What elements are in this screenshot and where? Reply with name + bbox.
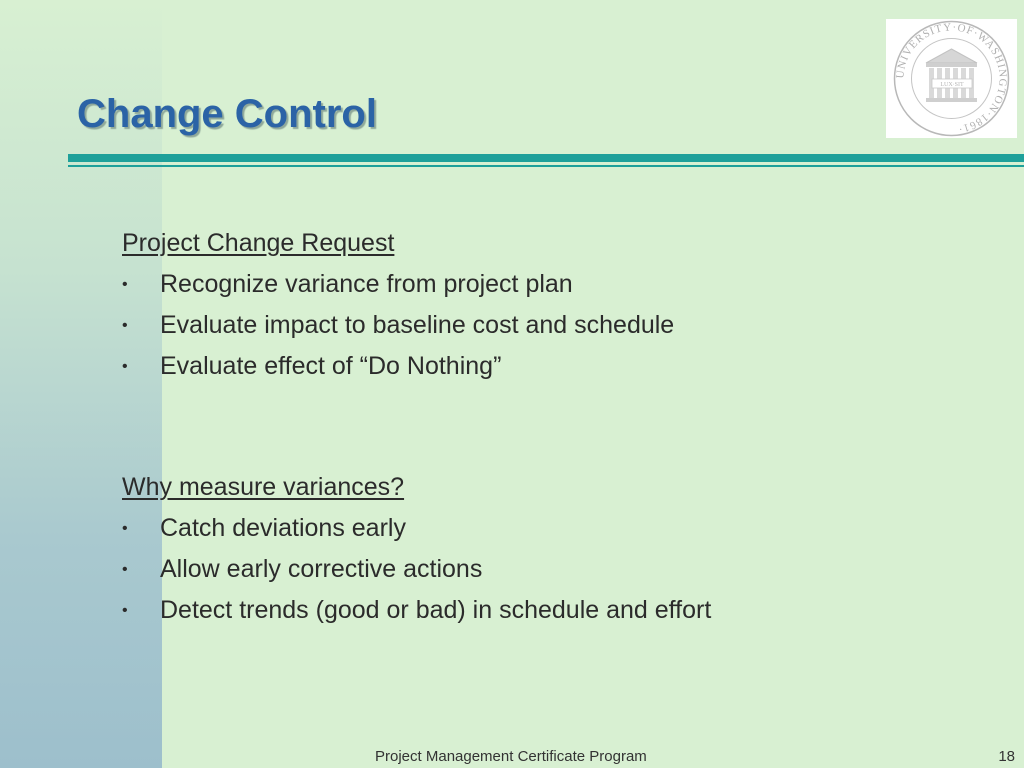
- bullet-text: Recognize variance from project plan: [160, 270, 573, 298]
- section-heading: Why measure variances?: [122, 473, 405, 501]
- slide-body: [122, 226, 982, 634]
- bullet-item: [122, 593, 982, 634]
- bullet-icon: •: [122, 358, 128, 375]
- bullet-icon: •: [122, 561, 128, 578]
- university-seal-logo: [886, 19, 1017, 138]
- bullet-item: [122, 308, 982, 349]
- bullet-item: [122, 349, 982, 390]
- bullet-item: [122, 267, 982, 308]
- page-number: 18: [998, 748, 1015, 765]
- svg-text:UNIVERSITY·OF·WASHINGTON·1861·: UNIVERSITY·OF·WASHINGTON·1861·: [894, 21, 1009, 136]
- bullet-text: Allow early corrective actions: [160, 555, 483, 583]
- slide-title: Change Control: [77, 92, 377, 136]
- svg-text:LUX·SIT: LUX·SIT: [940, 82, 964, 88]
- bullet-text: Catch deviations early: [160, 514, 406, 542]
- title-rule-thick: [68, 154, 1024, 162]
- bullet-item: [122, 511, 982, 552]
- bullet-item: [122, 552, 982, 593]
- title-rule-thin: [68, 165, 1024, 167]
- bullet-text: Evaluate impact to baseline cost and schedule: [160, 311, 675, 339]
- bullet-text: Detect trends (good or bad) in schedule and effort: [160, 596, 712, 624]
- bullet-icon: •: [122, 317, 128, 334]
- bullet-icon: •: [122, 520, 128, 537]
- bullet-icon: •: [122, 276, 128, 293]
- bullet-icon: •: [122, 602, 128, 619]
- footer-program-name: Project Management Certificate Program: [375, 748, 647, 765]
- section-measure-variances: [122, 470, 982, 634]
- section-spacer: [122, 390, 982, 470]
- section-change-request: [122, 226, 982, 390]
- seal-icon: [886, 19, 1017, 138]
- bullet-text: Evaluate effect of “Do Nothing”: [160, 352, 502, 380]
- section-heading: Project Change Request: [122, 229, 395, 257]
